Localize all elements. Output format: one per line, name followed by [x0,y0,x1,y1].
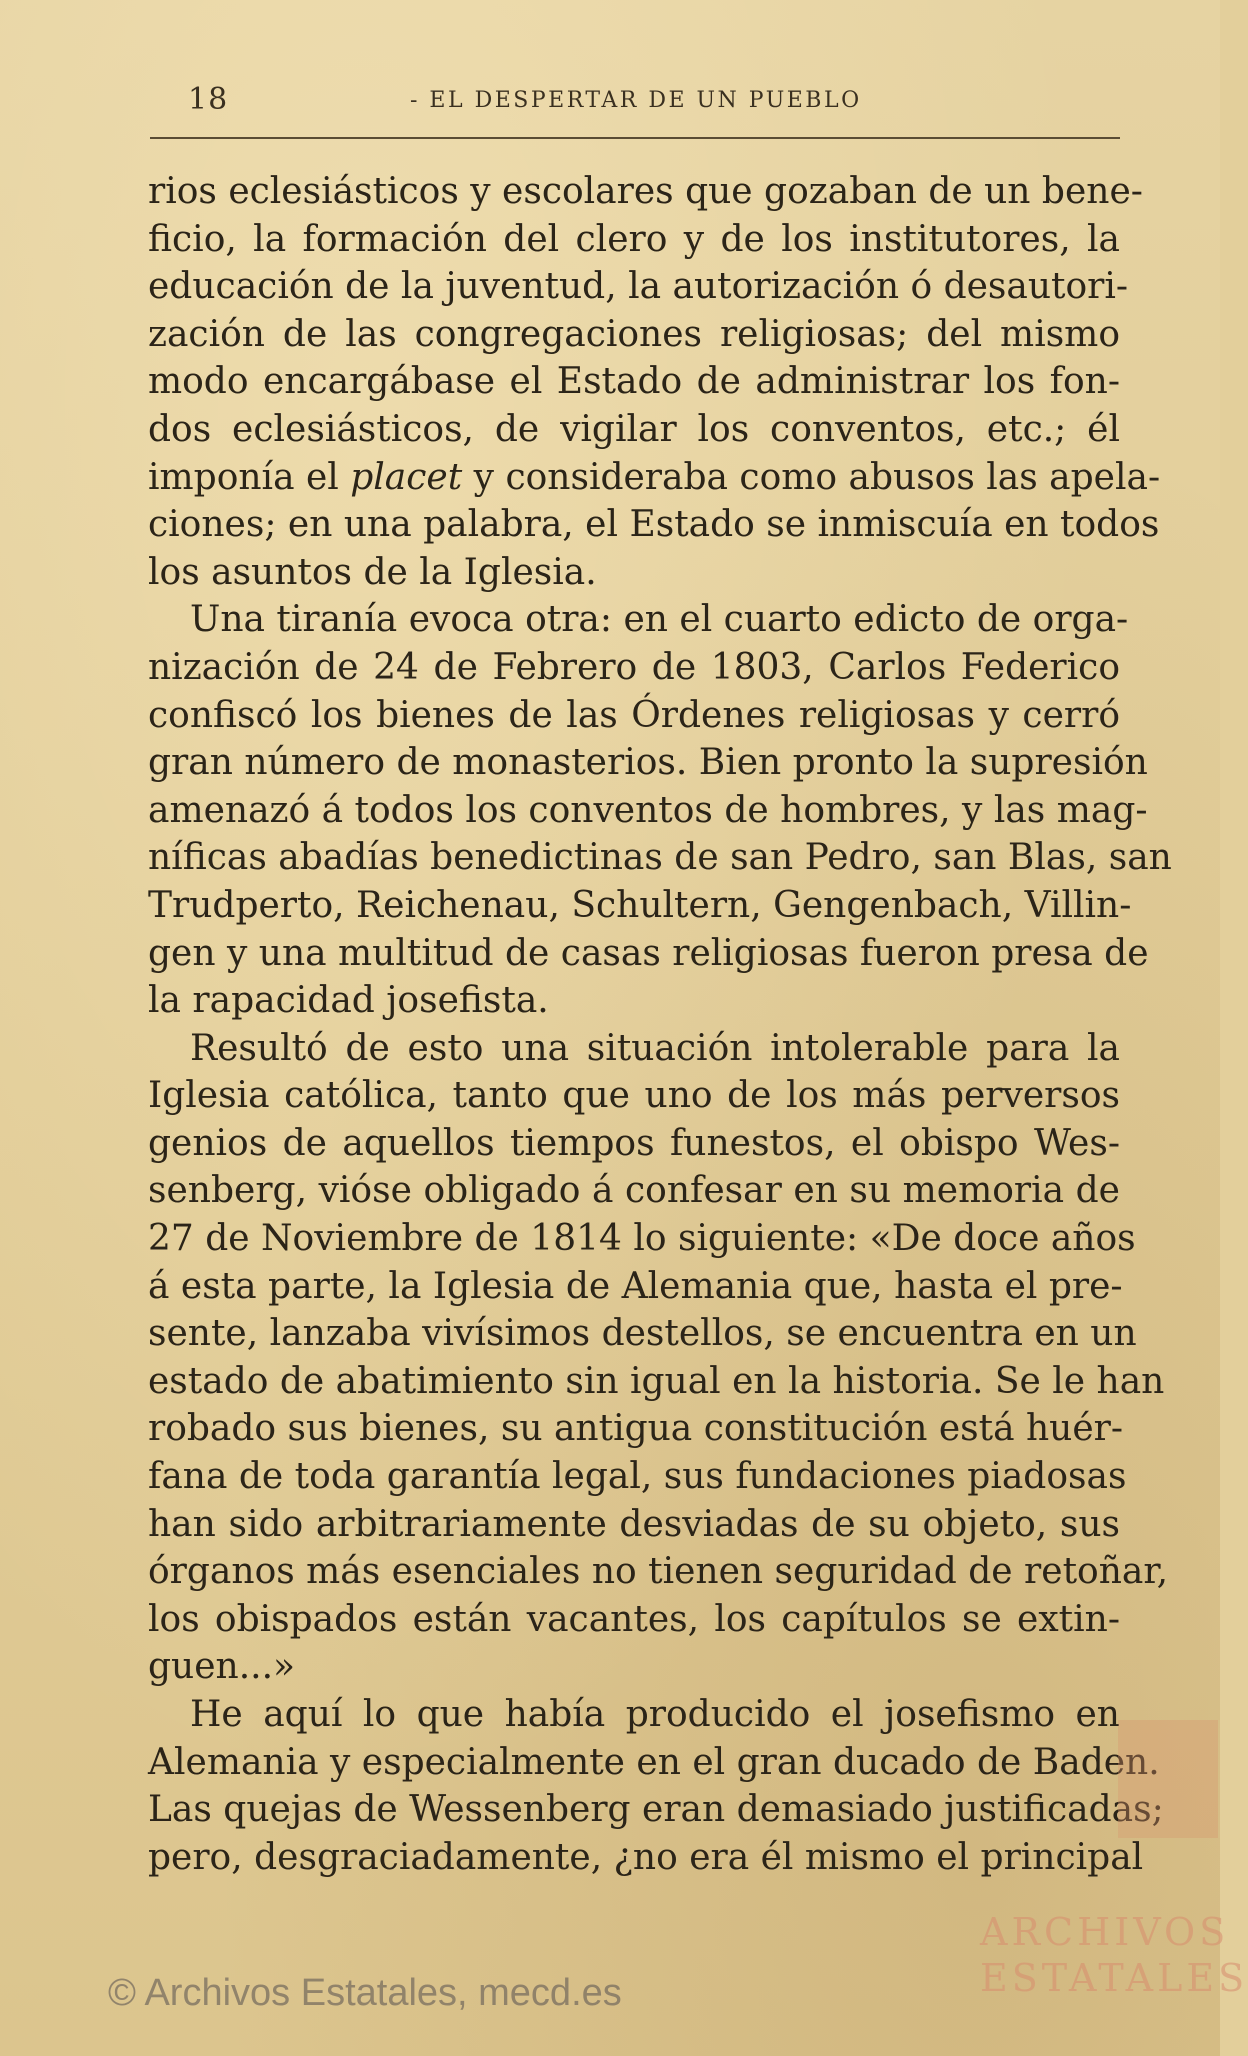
running-head [150,82,1120,122]
copyright-watermark: © Archivos Estatales, mecd.es [108,1972,622,2014]
text-line: los asuntos de la Iglesia. [148,551,597,593]
text-line: Resultó de esto una situación intolerable para la [190,1027,1120,1069]
text-line: educación de la juventud, la autorización ó desautori- [148,266,1129,308]
text-line: Iglesia católica, tanto que uno de los más perversos [148,1075,1120,1117]
text-line: fana de toda garantía legal, sus fundaciones piadosas [148,1456,1127,1498]
text-line: Alemania y especialmente en el gran ducado de Baden. [148,1741,1160,1783]
text-line: Las quejas de Wessenberg eran demasiado justificadas; [148,1789,1164,1831]
text-line: zación de las congregaciones religiosas; del mismo [148,313,1120,355]
text-line: á esta parte, la Iglesia de Alemania que, hasta el pre- [148,1265,1123,1307]
text-line: He aquí lo que había producido el josefismo en [190,1694,1120,1735]
text-line: nización de 24 de Febrero de 1803, Carlos Federico [148,646,1120,688]
text-line: estado de abatimiento sin igual en la historia. Se le han [148,1360,1165,1402]
text-line: imponía el placet y consideraba como abusos las apela- [148,456,1161,498]
text-line: Una tiranía evoca otra: en el cuarto edicto de orga- [190,599,1129,641]
logo-mark-icon [1118,1720,1218,1838]
text-line: senberg, vióse obligado á confesar en su memoria de [148,1170,1120,1212]
logo-text-line1: ARCHIVOS [980,1910,1230,1954]
text-line: ciones; en una palabra, el Estado se inmiscuía en todos [148,504,1160,546]
text-line: 27 de Noviembre de 1814 lo siguiente: «De doce años [148,1218,1136,1260]
text-line: modo encargábase el Estado de administrar los fon- [148,361,1120,403]
text-line: gran número de monasterios. Bien pronto la supresión [148,742,1148,784]
page-number: 18 [188,82,229,117]
text-line: ficio, la formación del clero y de los institutores, la [148,218,1120,260]
text-line: órganos más esenciales no tienen seguridad de retoñar, [148,1551,1169,1593]
text-line: robado sus bienes, su antigua constitución está huér- [148,1408,1124,1450]
text-line: pero, desgraciadamente, ¿no era él mismo el principal [148,1836,1144,1878]
text-line: Trudperto, Reichenau, Schultern, Gengenbach, Villin- [148,884,1132,926]
text-line: rios eclesiásticos y escolares que gozaban de un bene- [148,171,1143,212]
text-line: amenazó á todos los conventos de hombres, y las mag- [148,789,1148,831]
archivos-estatales-logo [968,1720,1248,2020]
text-line: guen...» [148,1646,296,1688]
body-text [148,168,1172,1881]
text-line: sente, lanzaba vivísimos destellos, se encuentra en un [148,1313,1137,1355]
text-line: gen y una multitud de casas religiosas fueron presa de [148,932,1149,974]
text-line: confiscó los bienes de las Órdenes religiosas y cerró [148,694,1120,736]
text-line: la rapacidad josefista. [148,980,549,1022]
header-rule [150,137,1120,139]
text-line: los obispados están vacantes, los capítulos se extin- [148,1598,1120,1640]
running-head-title: - EL DESPERTAR DE UN PUEBLO [410,88,862,113]
text-line: genios de aquellos tiempos funestos, el obispo Wes- [148,1122,1120,1164]
text-line: níficas abadías benedictinas de san Pedro, san Blas, san [148,837,1172,879]
text-line: dos eclesiásticos, de vigilar los conventos, etc.; él [148,408,1120,450]
logo-text-line2: ESTATALES [980,1956,1248,2000]
text-line: han sido arbitrariamente desviadas de su objeto, sus [148,1503,1120,1545]
